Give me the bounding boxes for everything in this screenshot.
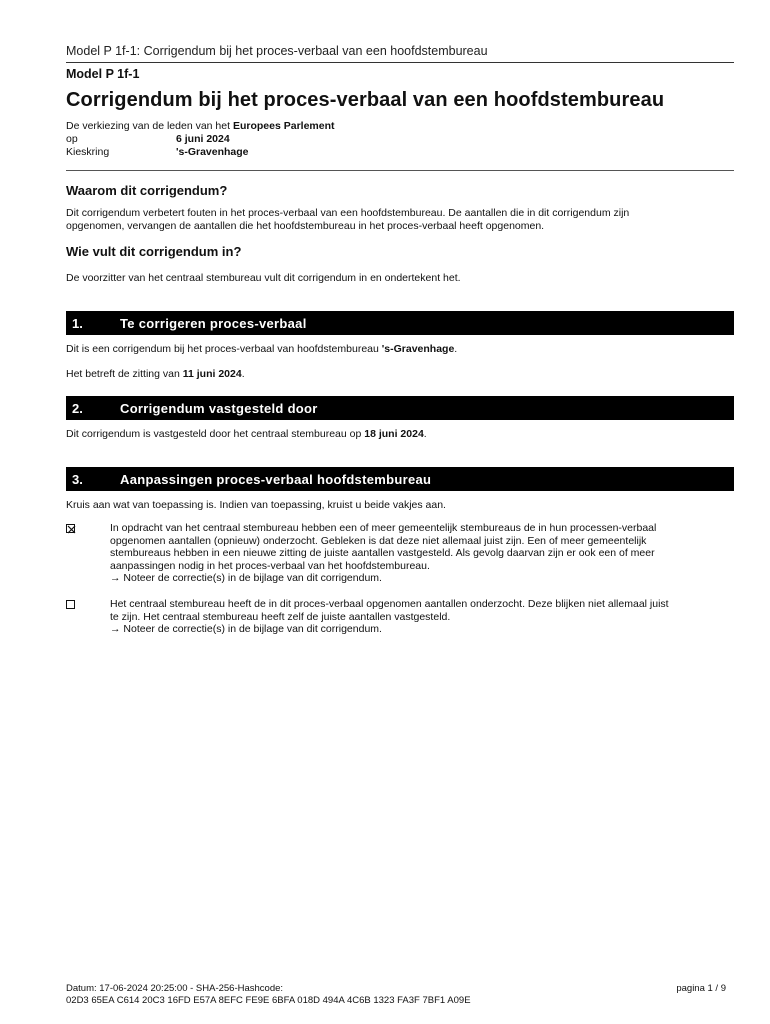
section-2-line-prefix: Dit corrigendum is vastgesteld door het centraal stembureau op: [66, 428, 365, 440]
section-3-header: [66, 467, 734, 491]
running-header: Model P 1f-1: Corrigendum bij het proces-verbaal van een hoofdstembureau: [66, 44, 488, 58]
why-heading: Waarom dit corrigendum?: [66, 183, 228, 198]
option-2-line-1: Het centraal stembureau heeft de in dit proces-verbaal opgenomen aantallen onderzocht. Deze blijken niet allemaal juist: [110, 598, 669, 610]
footer-date-line: Datum: 17-06-2024 20:25:00 - SHA-256-Hashcode:: [66, 983, 284, 994]
document-page: [66, 0, 734, 1024]
station-name: 's-Gravenhage: [381, 343, 455, 355]
meta-divider: [66, 170, 734, 171]
option-1-line-2: opgenomen aantallen (opnieuw) onderzocht. Gebleken is dat deze niet allemaal juist zijn. Een of meer gemeentelijk: [110, 534, 647, 547]
section-2-line: [66, 428, 734, 441]
section-2-header: [66, 396, 734, 420]
section-1-number: 1.: [72, 316, 83, 331]
election-name: Europees Parlement: [232, 120, 335, 132]
section-1-line-1: [66, 343, 734, 356]
checkmark-x-icon: [67, 525, 76, 534]
option-1-line-3: stembureaus hebben in een nieuwe zitting de juiste aantallen vastgesteld. Als gevolg daarvan zijn er ook een of meer: [110, 547, 655, 559]
option-2-text: [110, 598, 734, 636]
section-3-instruction: Kruis aan wat van toepassing is. Indien van toepassing, kruist u beide vakjes aan.: [66, 499, 446, 511]
session-date: 11 juni 2024: [182, 368, 242, 380]
page-number: pagina 1 / 9: [676, 983, 726, 994]
section-3-number: 3.: [72, 472, 83, 487]
section-1-header: [66, 311, 734, 335]
adoption-date: 18 juni 2024: [364, 428, 424, 440]
why-line-2: opgenomen, vervangen de aantallen die het hoofdstembureau in het proces-verbaal heeft opgenomen.: [66, 220, 545, 232]
date-value: 6 juni 2024: [176, 133, 230, 145]
section-1-line-1-suffix: .: [454, 343, 458, 355]
option-2-line-3: → Noteer de correctie(s) in de bijlage van dit corrigendum.: [110, 623, 382, 635]
page-title: Corrigendum bij het proces-verbaal van een hoofdstembureau: [66, 89, 665, 111]
section-2-number: 2.: [72, 401, 83, 416]
district-label: Kieskring: [66, 146, 110, 158]
why-line-1: Dit corrigendum verbetert fouten in het proces-verbaal van een hoofdstembureau. De aantallen die in dit corrigendum zijn: [66, 207, 630, 219]
district-value: 's-Gravenhage: [176, 146, 249, 158]
header-divider: [66, 62, 734, 63]
footer-hash-line: 02D3 65EA C614 20C3 16FD E57A 8EFC FE9E 6BFA 018D 494A 4C6B 1323 FA3F 7BF1 A09E: [66, 995, 471, 1006]
section-3-title: Aanpassingen proces-verbaal hoofdstembureau: [120, 472, 432, 487]
option-2-checkbox[interactable]: [66, 600, 75, 609]
model-code: Model P 1f-1: [66, 67, 140, 81]
option-2-line-2: te zijn. Het centraal stembureau heeft zelf de juiste aantallen vastgesteld.: [110, 610, 451, 623]
who-text: De voorzitter van het centraal stembureau vult dit corrigendum in en ondertekent het.: [66, 272, 461, 284]
section-2-title: Corrigendum vastgesteld door: [120, 401, 318, 416]
footer-hash: [66, 983, 471, 1007]
option-1-text: [110, 522, 734, 585]
section-1-line-2-prefix: Het betreft de zitting van: [66, 368, 183, 380]
election-prefix: De verkiezing van de leden van het: [66, 120, 233, 132]
option-1-checkbox[interactable]: [66, 524, 75, 533]
section-2-line-suffix: .: [423, 428, 427, 440]
section-1-title: Te corrigeren proces-verbaal: [120, 316, 307, 331]
date-label: op: [66, 133, 78, 145]
option-1-line-1: In opdracht van het centraal stembureau hebben een of meer gemeentelijk stembureaus de in hun processen-verbaal: [110, 522, 657, 534]
who-heading: Wie vult dit corrigendum in?: [66, 244, 242, 259]
why-text: [66, 207, 734, 233]
section-1-line-1-prefix: Dit is een corrigendum bij het proces-verbaal van hoofdstembureau: [66, 343, 382, 355]
option-1-line-5: → Noteer de correctie(s) in de bijlage van dit corrigendum.: [110, 572, 382, 584]
section-1-line-2: [66, 368, 734, 381]
option-1-line-4: aanpassingen nodig in het proces-verbaal van het hoofdstembureau.: [110, 559, 430, 572]
section-1-line-2-suffix: .: [241, 368, 245, 380]
